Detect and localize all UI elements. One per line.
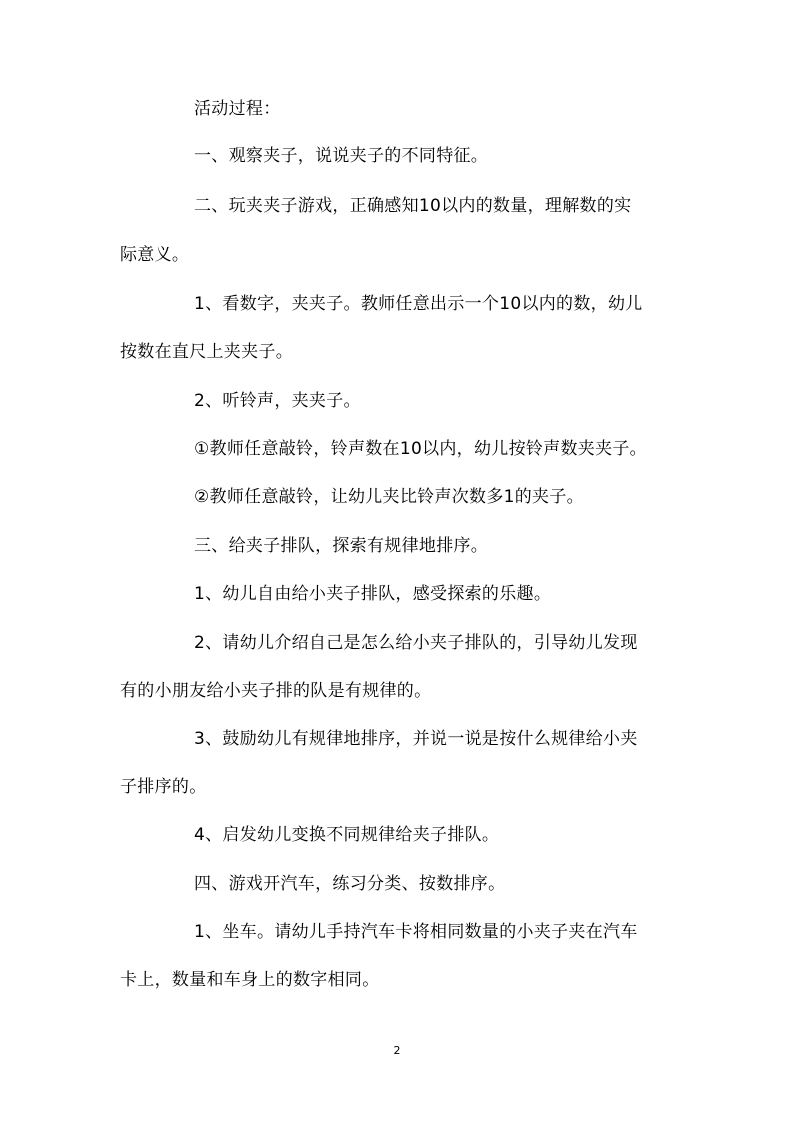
text-line-item-3-1: 1、幼儿自由给小夹子排队，感受探索的乐趣。	[194, 584, 552, 604]
page-number: 2	[393, 1044, 401, 1057]
text-line-activity-process: 活动过程：	[194, 99, 281, 119]
text-line-item-4-1-cont: 卡上，数量和车身上的数字相同。	[120, 970, 380, 990]
text-line-item-2-1-cont: 按数在直尺上夹夹子。	[120, 342, 293, 362]
text-line-item-2-1: 1、看数字，夹夹子。教师任意出示一个10以内的数，幼儿	[194, 294, 643, 314]
text-line-item-2-2-b: ②教师任意敲铃，让幼儿夹比铃声次数多1的夹子。	[194, 487, 584, 507]
text-line-item-2-2: 2、听铃声，夹夹子。	[194, 391, 361, 411]
text-line-item-3-4: 4、启发幼儿变换不同规律给夹子排队。	[194, 825, 500, 845]
text-line-item-2-2-a: ①教师任意敲铃，铃声数在10以内，幼儿按铃声数夹夹子。	[194, 439, 647, 459]
text-line-section-4: 四、游戏开汽车，练习分类、按数排序。	[194, 874, 506, 894]
text-line-item-4-1: 1、坐车。请幼儿手持汽车卡将相同数量的小夹子夹在汽车	[194, 922, 638, 942]
text-line-item-3-2-cont: 有的小朋友给小夹子排的队是有规律的。	[120, 681, 432, 701]
text-line-item-3-2: 2、请幼儿介绍自己是怎么给小夹子排队的，引导幼儿发现	[194, 633, 638, 653]
text-line-item-3-3-cont: 子排序的。	[120, 777, 207, 797]
text-line-item-3-3: 3、鼓励幼儿有规律地排序，并说一说是按什么规律给小夹	[194, 729, 638, 749]
text-line-section-2-cont: 际意义。	[120, 245, 190, 265]
text-line-section-2: 二、玩夹夹子游戏，正确感知10以内的数量，理解数的实	[194, 196, 632, 216]
text-line-section-3: 三、给夹子排队，探索有规律地排序。	[194, 536, 489, 556]
text-line-section-1: 一、观察夹子，说说夹子的不同特征。	[194, 146, 489, 166]
